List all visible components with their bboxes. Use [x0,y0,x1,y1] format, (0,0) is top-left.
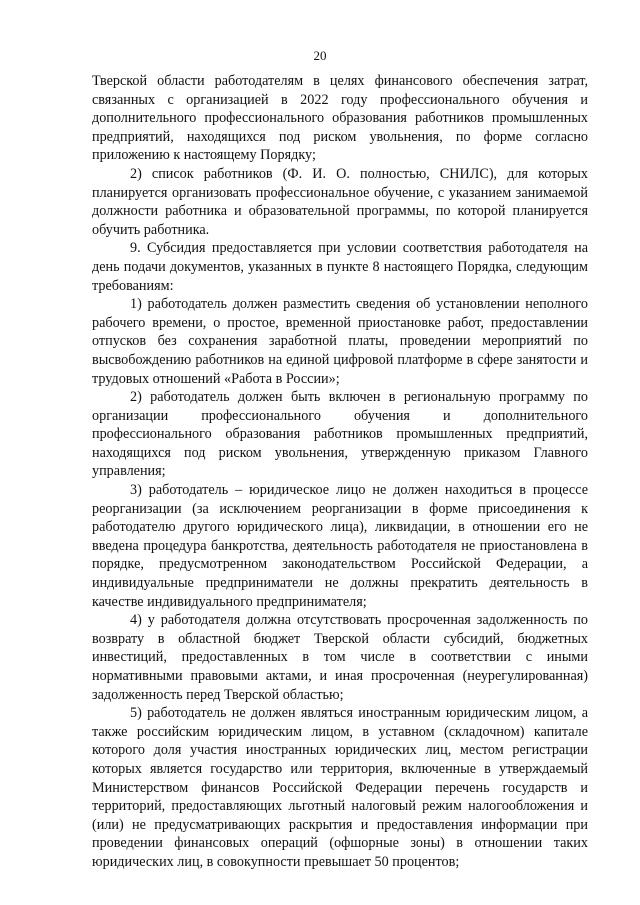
paragraph-item-2-employee-list: 2) список работников (Ф. И. О. полностью, СНИЛС), для которых планируется организовать профессиональное обучение, с указанием занимаемой должности работника и образовательной программы, по которой планируется обучить работника. [92,165,588,238]
paragraph-requirement-3: 3) работодатель – юридическое лицо не должен находиться в процессе реорганизации (за исключением реорганизации в форме присоединения к работодателю другого юридического лица), ликвидации, в отношении его не введена процедура банкротства, деятельность работодателя не приостановлена в порядке, предусмотренном законодательством Российской Федерации, а индивидуальные предприниматели не должны прекратить деятельность в качестве индивидуального предпринимателя; [92,482,588,610]
paragraph-clause-9: 9. Субсидия предоставляется при условии соответствия работодателя на день подачи документов, указанных в пункте 8 настоящего Порядка, следующим требованиям: [92,240,588,294]
page-number: 20 [313,48,327,63]
paragraph-requirement-1: 1) работодатель должен разместить сведения об установлении неполного рабочего времени, о простое, временной приостановке работ, предоставлении отпусков без сохранения заработной платы, проведении мероприятий по высвобождению работников на единой цифровой платформе в сфере занятости и трудовых отношений «Работа в России»; [92,296,588,387]
paragraph-requirement-4: 4) у работодателя должна отсутствовать просроченная задолженность по возврату в областной бюджет Тверской области субсидий, бюджетных инвестиций, предоставленных в том числе в соответствии с иными нормативными правовыми актами, и иная просроченная (неурегулированная) задолженность перед Тверской областью; [92,612,588,703]
document-body [92,72,588,872]
paragraph-requirement-5: 5) работодатель не должен являться иностранным юридическим лицом, а также российским юридическим лицом, в уставном (складочном) капитале которого доля участия иностранных юридических лиц, местом регистрации которых является государство или территория, включенные в утверждаемый Министерством финансов Российской Федерации перечень государств и территорий, предоставляющих льготный налоговый режим налогообложения и (или) не предусматривающих раскрытия и предоставления информации при проведении финансовых операций (офшорные зоны) в отношении таких юридических лиц, в совокупности превышает 50 процентов; [92,705,588,870]
paragraph-continuation: Тверской области работодателям в целях финансового обеспечения затрат, связанных с организацией в 2022 году профессионального обучения и дополнительного профессионального образования работников промышленных предприятий, находящихся под риском увольнения, по форме согласно приложению к настоящему Порядку; [92,73,588,164]
paragraph-requirement-2: 2) работодатель должен быть включен в региональную программу по организации профессионального обучения и дополнительного профессионального образования работников промышленных предприятий, находящихся под риском увольнения, утвержденную приказом Главного управления; [92,389,588,480]
